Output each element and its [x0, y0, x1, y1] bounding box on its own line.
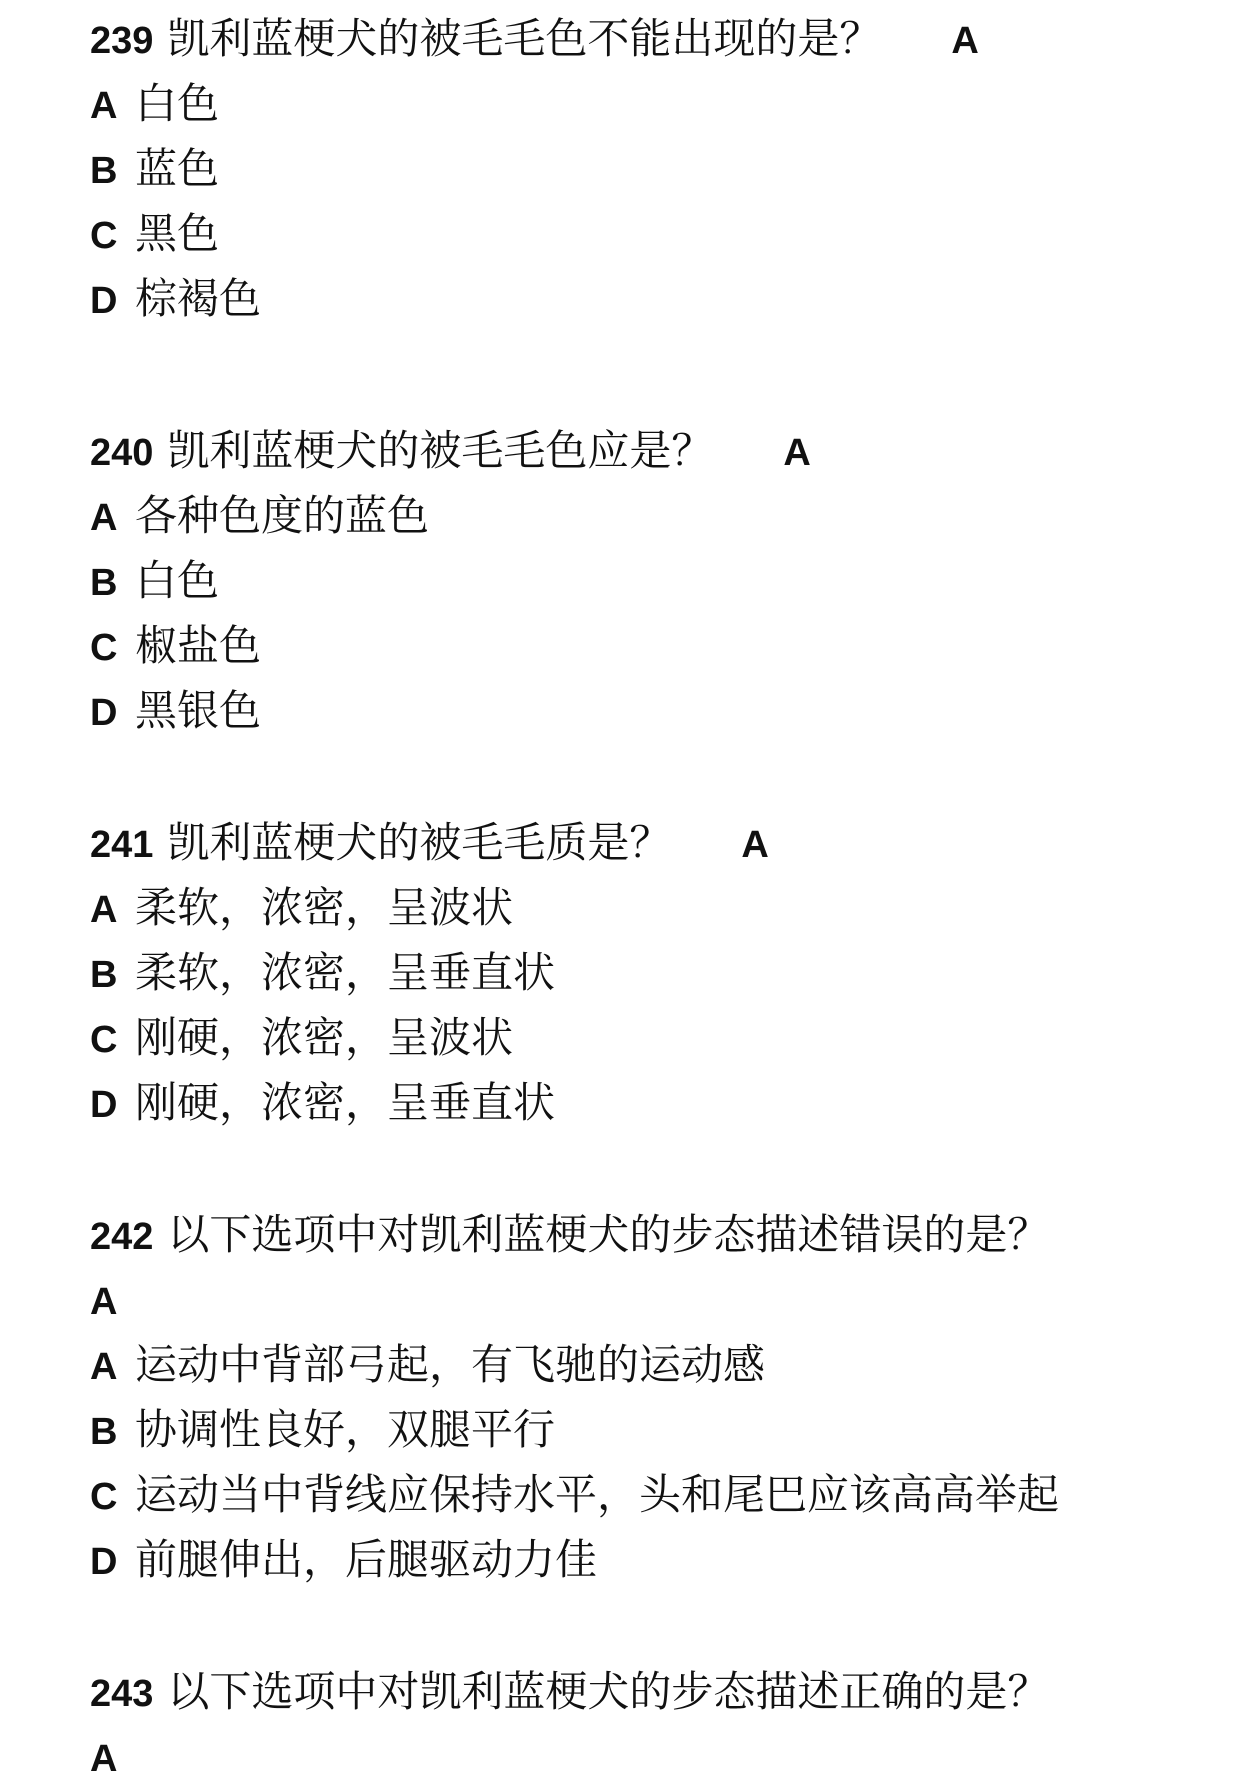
option-text: 柔软，浓密，呈垂直状 [135, 948, 556, 997]
option [90, 1005, 1190, 1070]
answer-key: A [90, 1281, 118, 1323]
question-240 [90, 418, 1190, 743]
answer-line [90, 1267, 1190, 1332]
option-letter: C [90, 215, 118, 257]
option [90, 613, 1190, 678]
question-line [90, 1202, 1190, 1267]
spacer [90, 1592, 1190, 1659]
question-239 [90, 6, 1190, 331]
option-letter: B [90, 954, 118, 996]
spacer [90, 331, 1190, 418]
option-letter: A [90, 497, 118, 539]
question-number: 243 [90, 1673, 154, 1715]
option-letter: D [90, 692, 118, 734]
option-text: 蓝色 [135, 144, 220, 193]
option-text: 协调性良好，双腿平行 [135, 1405, 556, 1454]
option-letter: C [90, 627, 118, 669]
spacer [90, 743, 1190, 810]
question-text: 凯利蓝梗犬的被毛毛色不能出现的是？ [167, 14, 882, 63]
option-letter: A [90, 85, 118, 127]
option-letter: B [90, 150, 118, 192]
option [90, 201, 1190, 266]
option-text: 运动当中背线应保持水平，头和尾巴应该高高举起 [135, 1470, 1060, 1519]
option-text: 刚硬，浓密，呈波状 [135, 1013, 514, 1062]
option-letter: A [90, 1346, 118, 1388]
option-letter: B [90, 562, 118, 604]
answer-key: A [741, 824, 769, 866]
answer-key: A [783, 432, 811, 474]
option [90, 71, 1190, 136]
option [90, 1462, 1190, 1527]
option-letter: C [90, 1476, 118, 1518]
option-text: 黑银色 [135, 686, 262, 735]
question-text: 凯利蓝梗犬的被毛毛质是？ [167, 818, 672, 867]
question-text: 以下选项中对凯利蓝梗犬的步态描述错误的是？ [167, 1210, 1050, 1259]
answer-line [90, 1724, 1190, 1789]
question-text: 凯利蓝梗犬的被毛毛色应是？ [167, 426, 714, 475]
option-text: 柔软，浓密，呈波状 [135, 883, 514, 932]
option-text: 刚硬，浓密，呈垂直状 [135, 1078, 556, 1127]
option [90, 678, 1190, 743]
option [90, 940, 1190, 1005]
question-line [90, 418, 1190, 483]
option-letter: B [90, 1411, 118, 1453]
option-text: 运动中背部弓起，有飞驰的运动感 [135, 1340, 766, 1389]
answer-key: A [90, 1738, 118, 1780]
option-text: 黑色 [135, 209, 220, 258]
option-text: 白色 [135, 79, 220, 128]
question-text: 以下选项中对凯利蓝梗犬的步态描述正确的是？ [167, 1667, 1050, 1716]
option-text: 各种色度的蓝色 [135, 491, 430, 540]
option [90, 266, 1190, 331]
option [90, 483, 1190, 548]
question-line [90, 1659, 1190, 1724]
option [90, 136, 1190, 201]
question-243 [90, 1659, 1190, 1789]
option [90, 548, 1190, 613]
question-number: 240 [90, 432, 154, 474]
option-letter: D [90, 1084, 118, 1126]
option [90, 1332, 1190, 1397]
question-line [90, 810, 1190, 875]
question-241 [90, 810, 1190, 1135]
spacer [90, 1135, 1190, 1202]
answer-key: A [951, 20, 979, 62]
question-line [90, 6, 1190, 71]
option-text: 前腿伸出，后腿驱动力佳 [135, 1535, 598, 1584]
option-letter: D [90, 280, 118, 322]
option-letter: D [90, 1541, 118, 1583]
option-letter: A [90, 889, 118, 931]
option [90, 1070, 1190, 1135]
option-text: 椒盐色 [135, 621, 262, 670]
option-text: 白色 [135, 556, 220, 605]
question-number: 239 [90, 20, 154, 62]
option [90, 1527, 1190, 1592]
option [90, 875, 1190, 940]
option-letter: C [90, 1019, 118, 1061]
option-text: 棕褐色 [135, 274, 262, 323]
question-242 [90, 1202, 1190, 1592]
question-number: 242 [90, 1216, 154, 1258]
question-number: 241 [90, 824, 154, 866]
option [90, 1397, 1190, 1462]
document-page [90, 6, 1190, 1789]
